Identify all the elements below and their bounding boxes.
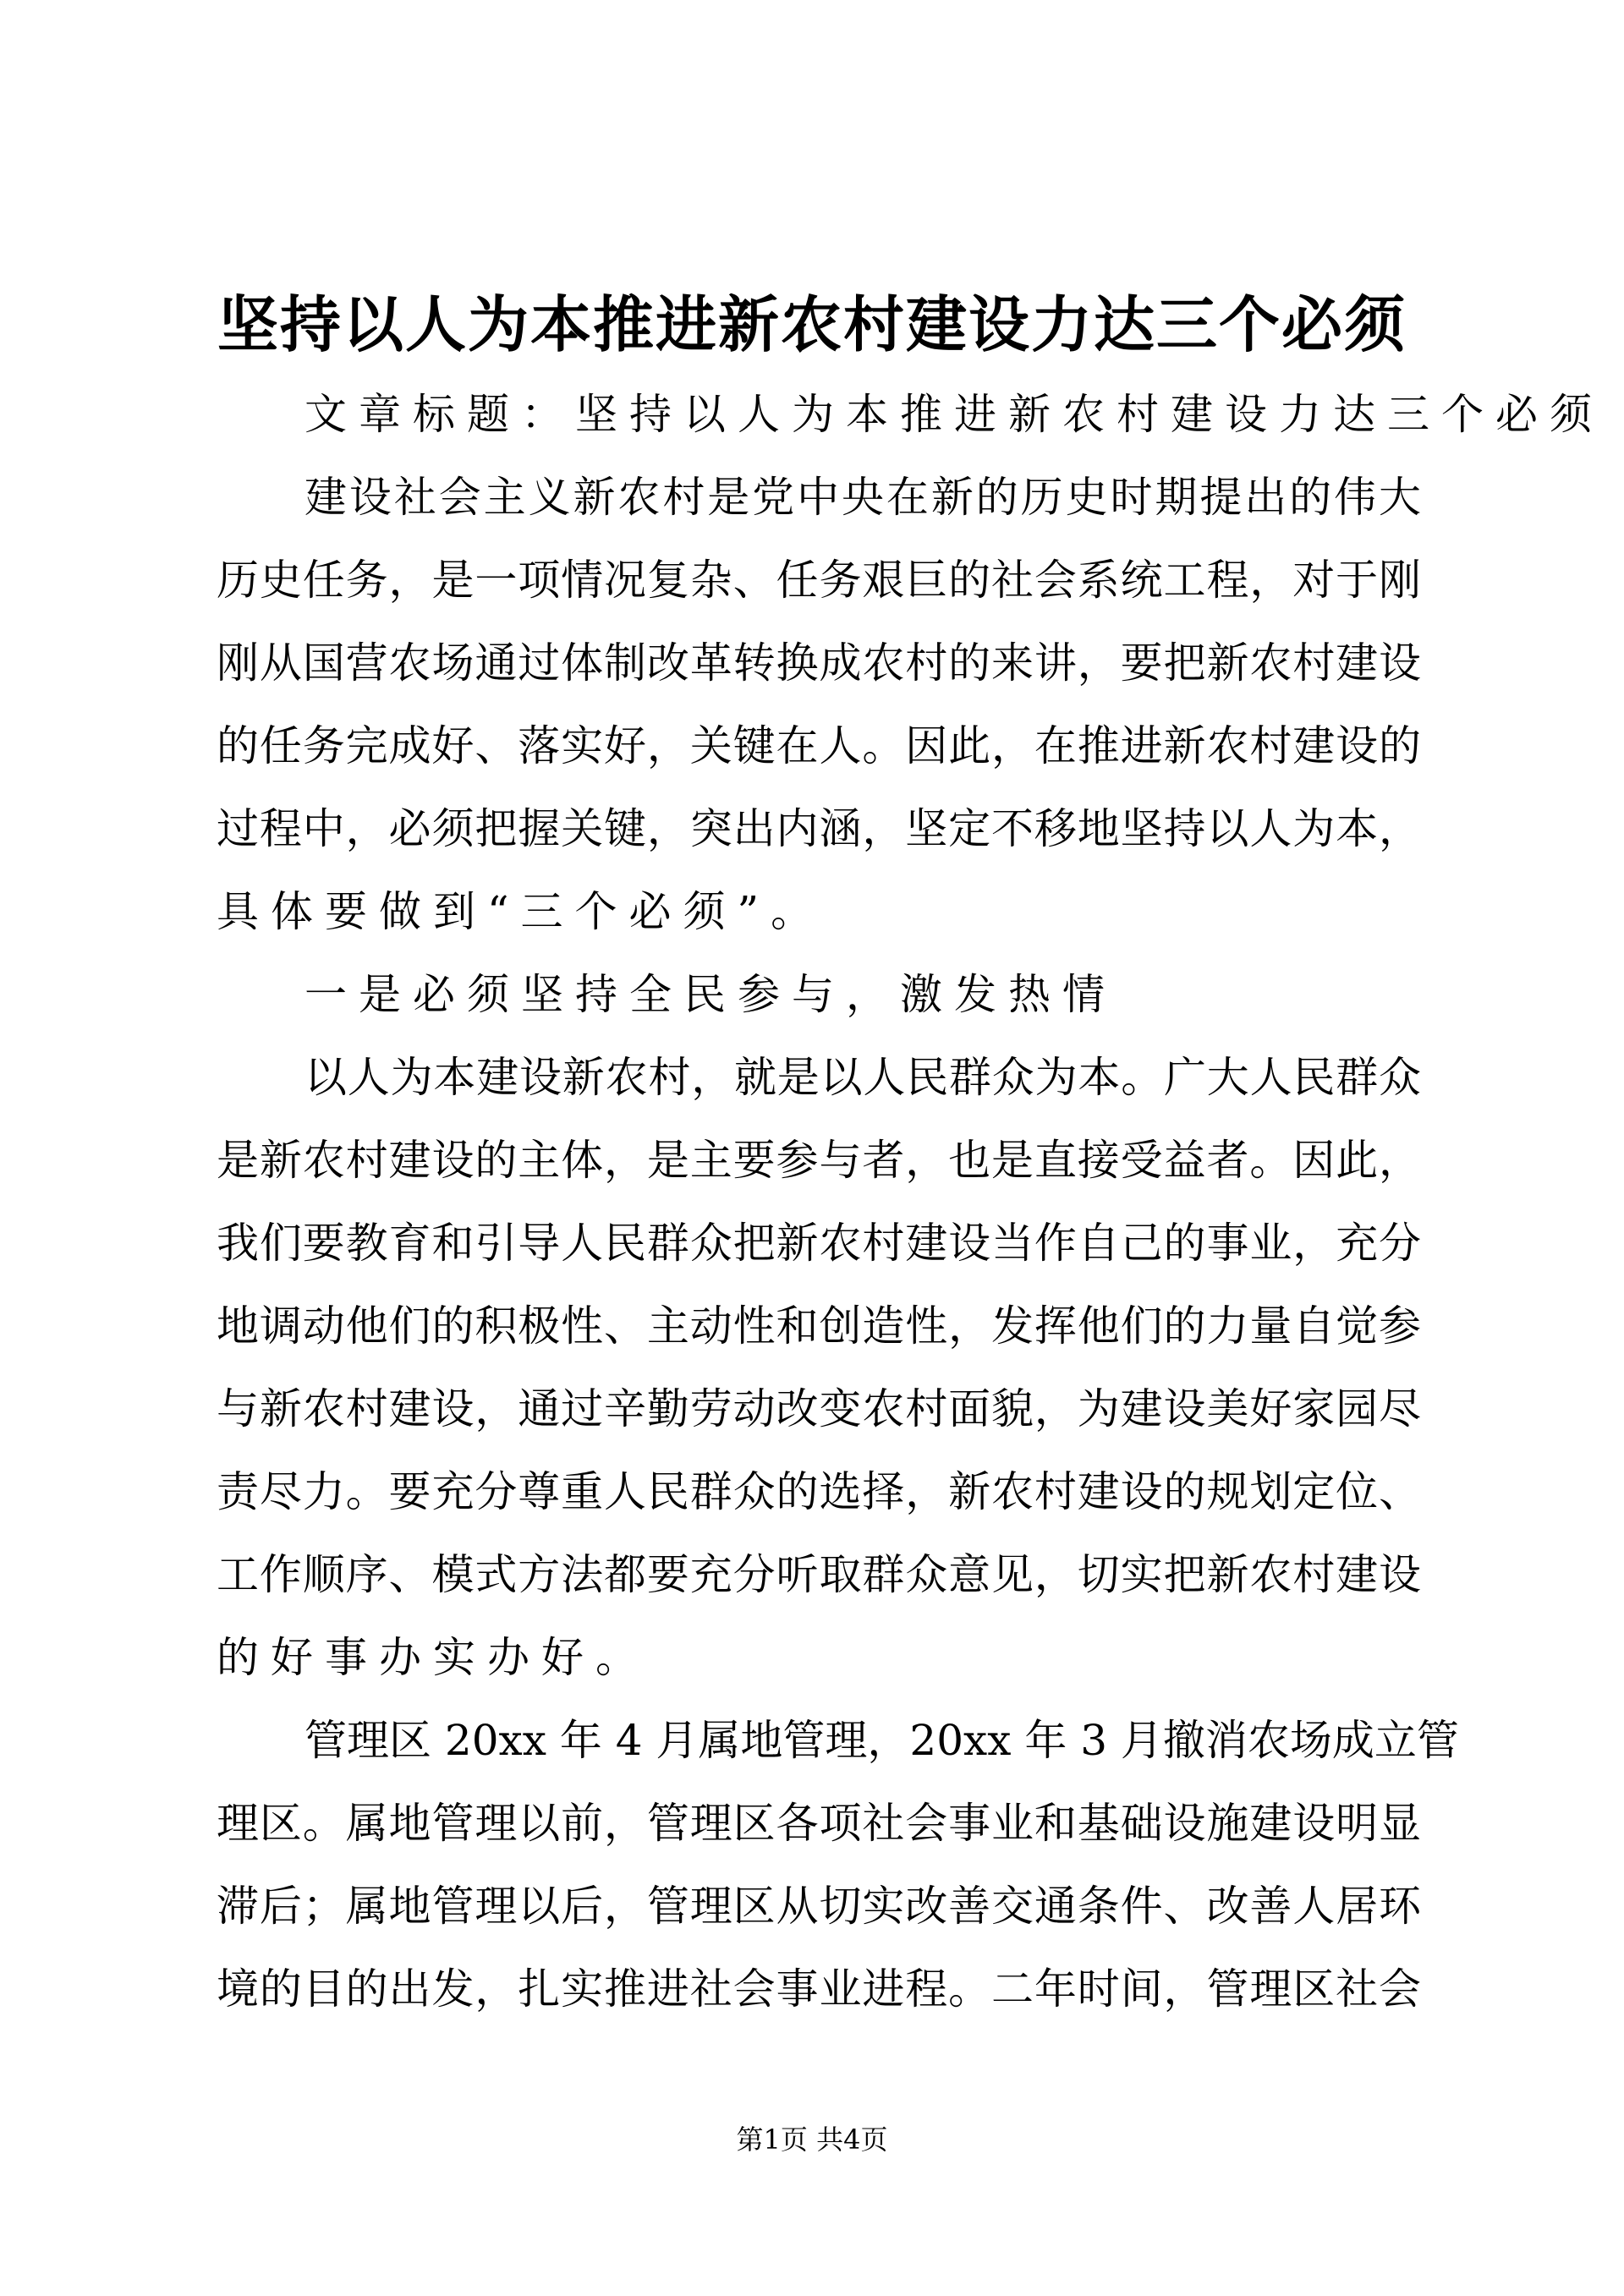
text-line: 工作顺序、模式方法都要充分听取群众意见，切实把新农村建设: [217, 1550, 1421, 1599]
text-line: 滞后；属地管理以后，管理区从切实改善交通条件、改善人居环: [217, 1882, 1421, 1931]
text-line: 管理区 20xx 年 4 月属地管理，20xx 年 3 月撤消农场成立管: [304, 1716, 1459, 1765]
text-line: 我们要教育和引导人民群众把新农村建设当作自己的事业，充分: [217, 1219, 1421, 1268]
text-line: 的任务完成好、落实好，关键在人。因此，在推进新农村建设的: [217, 721, 1421, 770]
text-line: 以人为本建设新农村，就是以人民群众为本。广大人民群众: [304, 1053, 1421, 1102]
text-line: 是新农村建设的主体，是主要参与者，也是直接受益者。因此，: [217, 1136, 1421, 1185]
text-line: 与新农村建设，通过辛勤劳动改变农村面貌，为建设美好家园尽: [217, 1384, 1421, 1433]
text-line: 地调动他们的积极性、主动性和创造性，发挥他们的力量自觉参: [217, 1301, 1421, 1351]
text-line: 过程中，必须把握关键，突出内涵，坚定不移地坚持以人为本，: [217, 804, 1421, 853]
text-line: 理区。属地管理以前，管理区各项社会事业和基础设施建设明显: [217, 1799, 1421, 1848]
text-line: 具体要做到“三个必须”。: [217, 887, 826, 936]
section-heading: 一是必须坚持全民参与，激发热情: [304, 970, 1116, 1019]
text-line: 刚从国营农场通过体制改革转换成农村的来讲，要把新农村建设: [217, 638, 1421, 688]
text-line: 历史任务，是一项情况复杂、任务艰巨的社会系统工程，对于刚: [217, 556, 1421, 605]
page-number-footer: 第1页 共4页: [736, 2123, 888, 2156]
document-title: 坚持以人为本推进新农村建设力达三个必须: [217, 289, 1407, 360]
text-line: 的好事办实办好。: [217, 1633, 650, 1682]
text-line: 建设社会主义新农村是党中央在新的历史时期提出的伟大: [304, 473, 1421, 522]
document-body: [217, 373, 1604, 2030]
text-line: 境的目的出发，扎实推进社会事业进程。二年时间，管理区社会: [217, 1964, 1421, 2014]
text-line: 文章标题：坚持以人为本推进新农村建设力达三个必须: [304, 390, 1604, 439]
text-line: 责尽力。要充分尊重人民群众的选择，新农村建设的规划定位、: [217, 1467, 1421, 1516]
